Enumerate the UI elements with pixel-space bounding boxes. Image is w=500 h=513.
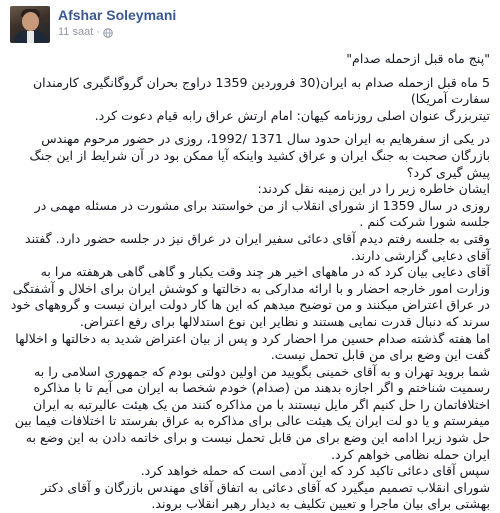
post-meta: [58, 6, 176, 39]
post-paragraph: شما بروید تهران و به آقای خمینی بگویید من اولین دولتی بودم که جمهوری اسلامی را به رسمیت شناختم و اگر اجازه بدهند من (صدام) خودم شخصا به ایران می آیم تا با مذاکره اختلافاتمان را حل کنیم اگر مایل نیستند با من مذاکره کنند من یک هیئت عالیرتبه به ایران میفرستم و یا دو لت ایران یک هیئت عالی برای مذاکره به عراق بفرستد تا اختلافات فیما بین حل شود زیرا ادامه این وضع برای من قابل تحمل نیست و برای خاتمه دادن به این وضع به ایران حمله نظامی خواهم کرد.: [14, 363, 490, 462]
author-avatar[interactable]: [10, 6, 50, 43]
post-paragraph: شورای انقلاب تصمیم میگیرد که آقای دعائی به اتفاق آقای مهندس بازرگان و آقای دکتر بهشتی برای بیان ماجرا و تعیین تکلیف به دیدار رهبر انقلاب بروند.: [41, 479, 490, 512]
post-paragraph: 5 ماه قبل ازحمله صدام به ایران(30 فروردین 1359 دراوج بحران گروگانگیری کارمندان سفارت آمریکا): [32, 74, 490, 107]
post-paragraph: سپس آقای دعائی تاکید کرد که این آدمی است که حمله خواهد کرد.: [140, 463, 490, 479]
post-paragraph: ایشان خاطره زیر را در این زمینه نقل کردند:: [257, 181, 490, 197]
post-timestamp[interactable]: 11 saat: [58, 26, 94, 38]
globe-icon[interactable]: [103, 28, 113, 38]
post-paragraph: تیتربزرگ عنوان اصلی روزنامه کیهان: امام ارتش عراق رابه قیام دعوت کرد.: [94, 107, 490, 123]
post-paragraph: اما هفته گذشته صدام حسین مرا احضار کرد و پس از بیان اعتراض شدید به دخالتها و اخلالها گفت این وضع برای من قابل تحمل نیست.: [15, 330, 490, 363]
post-timeline: [58, 26, 176, 39]
post-paragraph: روزی در سال 1359 از شورای انقلاب از من خواستند برای مشورت در مسئله مهمی در جلسه شورا شرکت کنم .: [34, 197, 490, 230]
meta-separator: ·: [96, 26, 100, 38]
post-header: [10, 6, 490, 44]
post-paragraph: "پنج ماه قبل ازحمله صدام": [346, 51, 490, 66]
post-paragraph: وقتی به جلسه رفتم دیدم آقای دعائی سفیر ایران در عراق نیز در جلسه حضور دارد. گفتند آقای دعایی گزارشی دارند.: [25, 230, 490, 263]
post-body: [10, 51, 490, 513]
post-paragraph: در یکی از سفرهایم به ایران حدود سال 1371 /1992، روزی در حضور مرحوم مهندس بازرگان صحبت به جنگ ایران و عراق کشید واینکه آیا ممکن بود در آن شرایط از این جنگ پیش گیری کرد؟: [29, 131, 490, 180]
author-name-link[interactable]: Afshar Soleymani: [58, 7, 177, 23]
post-paragraph: آقای دعایی بیان کرد که در ماههای اخیر هر چند وقت یکبار و گاهی گاهی هرهفته مرا به وزارت امور خارجه احضار و با ارائه مدارکی به دخالتها و کوشش ایران برای اخلال و آشفتگی در عراق اعتراض میکنند و من توضیح میدهم که این ها کار دولت ایران نیست و گروههای خود سرند که دنبال قدرت نمایی هستند و نظایر این نوع استدلالها برای رفع اعتراض.: [10, 264, 490, 329]
